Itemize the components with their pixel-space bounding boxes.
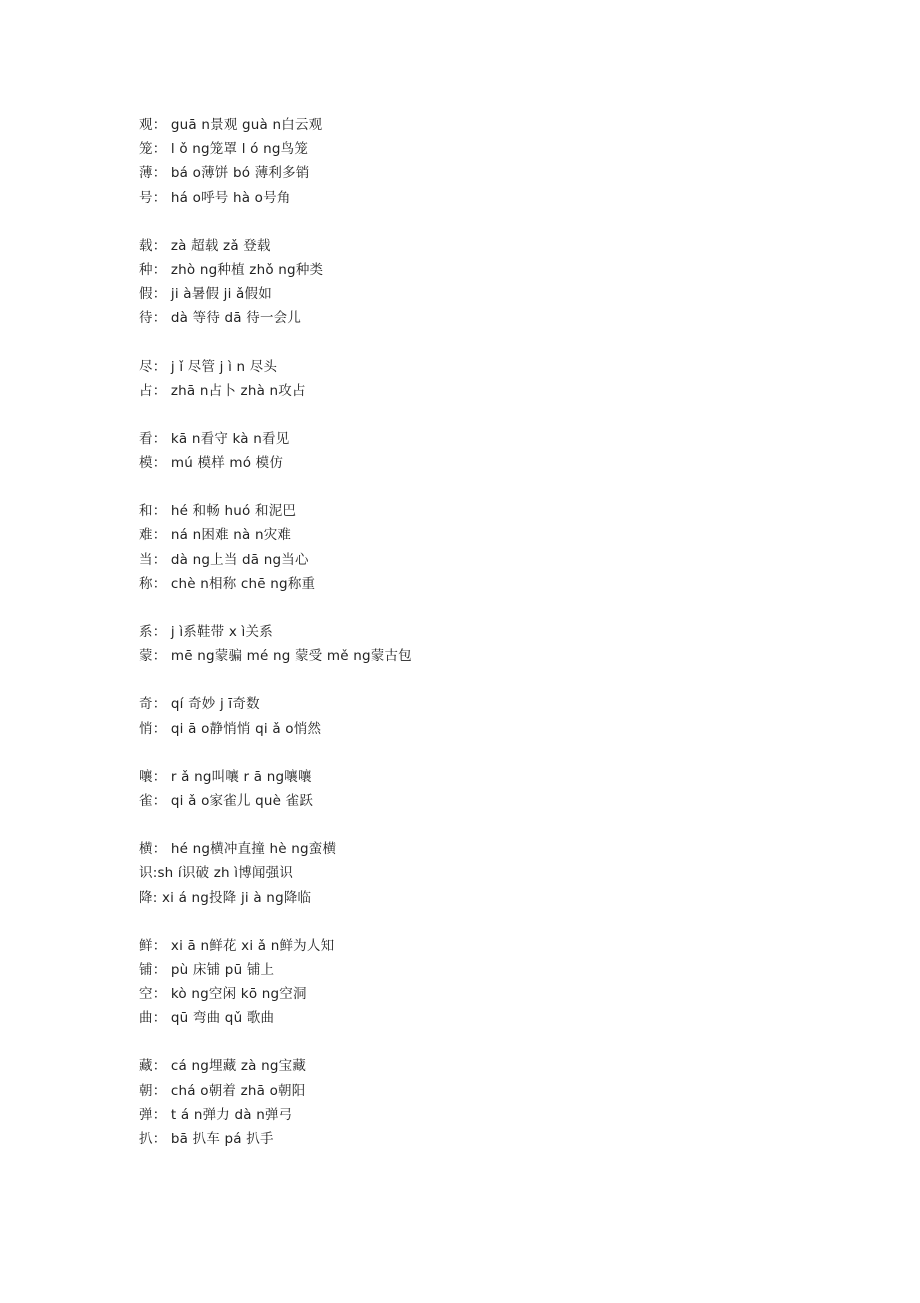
pinyin-entry-line: 难： ná n困难 nà n灾难 bbox=[139, 527, 292, 544]
pinyin-entry-line: 藏： cá ng埋藏 zà ng宝藏 bbox=[139, 1058, 307, 1075]
pinyin-entry-line: 弹： t á n弹力 dà n弹弓 bbox=[139, 1106, 293, 1123]
pinyin-entry-line: 载： zà 超载 zǎ 登载 bbox=[139, 237, 271, 254]
pinyin-entry-line: 当： dà ng上当 dā ng当心 bbox=[139, 551, 309, 568]
pinyin-entry-line: 尽： j ǐ 尽管 j ì n 尽头 bbox=[139, 358, 278, 375]
pinyin-entry-line: 雀： qi ǎ o家雀儿 què 雀跃 bbox=[139, 792, 314, 809]
pinyin-entry-line: 笼： l ǒ ng笼罩 l ó ng鸟笼 bbox=[139, 141, 309, 158]
pinyin-entry-line: 朝： chá o朝着 zhā o朝阳 bbox=[139, 1082, 306, 1099]
entry-group bbox=[139, 620, 839, 668]
entry-group bbox=[139, 692, 839, 740]
pinyin-entry-line: 扒： bā 扒车 pá 扒手 bbox=[139, 1131, 274, 1147]
entry-group bbox=[139, 234, 839, 331]
pinyin-entry-line: 识:sh í识破 zh ì博闻强识 bbox=[139, 865, 294, 882]
pinyin-entry-line: 鲜： xi ā n鲜花 xi ǎ n鲜为人知 bbox=[139, 937, 335, 954]
pinyin-entry-line: 模： mú 模样 mó 模仿 bbox=[139, 455, 284, 472]
pinyin-entry-line: 铺： pù 床铺 pū 铺上 bbox=[139, 961, 275, 978]
entry-group bbox=[139, 934, 839, 1031]
pinyin-entry-line: 薄： bá o薄饼 bó 薄利多销 bbox=[139, 165, 310, 182]
pinyin-entry-line: 降: xi á ng投降 ji à ng降临 bbox=[139, 889, 312, 906]
pinyin-entry-line: 种： zhò ng种植 zhǒ ng种类 bbox=[139, 261, 324, 278]
pinyin-entry-line: 悄： qi ā o静悄悄 qi ǎ o悄然 bbox=[139, 720, 322, 737]
pinyin-entry-line: 蒙： mē ng蒙骗 mé ng 蒙受 mě ng蒙古包 bbox=[139, 648, 412, 665]
entry-group bbox=[139, 355, 839, 403]
pinyin-entry-line: 空： kò ng空闲 kō ng空洞 bbox=[139, 986, 307, 1003]
entry-group bbox=[139, 113, 839, 210]
pinyin-entry-line: 观： guā n景观 guà n白云观 bbox=[139, 117, 323, 133]
pinyin-entry-line: 奇： qí 奇妙 j ī奇数 bbox=[139, 696, 260, 713]
entry-group bbox=[139, 1054, 839, 1151]
document-body bbox=[139, 113, 839, 1175]
pinyin-entry-line: 嚷： r ǎ ng叫嚷 r ā ng嚷嚷 bbox=[139, 768, 312, 785]
entry-group bbox=[139, 427, 839, 475]
entry-group bbox=[139, 837, 839, 910]
pinyin-entry-line: 和： hé 和畅 huó 和泥巴 bbox=[139, 503, 297, 520]
pinyin-entry-line: 看： kā n看守 kà n看见 bbox=[139, 430, 290, 447]
pinyin-entry-line: 称： chè n相称 chē ng称重 bbox=[139, 575, 316, 592]
pinyin-entry-line: 号： há o呼号 hà o号角 bbox=[139, 189, 291, 206]
pinyin-entry-line: 横： hé ng横冲直撞 hè ng蛮横 bbox=[139, 841, 337, 858]
entry-group bbox=[139, 765, 839, 813]
pinyin-entry-line: 占： zhā n占卜 zhà n攻占 bbox=[139, 382, 306, 399]
pinyin-entry-line: 假： ji à暑假 ji ǎ假如 bbox=[139, 286, 272, 303]
pinyin-entry-line: 待： dà 等待 dā 待一会儿 bbox=[139, 310, 302, 327]
entry-group bbox=[139, 499, 839, 596]
pinyin-entry-line: 曲： qū 弯曲 qǔ 歌曲 bbox=[139, 1010, 275, 1027]
pinyin-entry-line: 系： j ì系鞋带 x ì关系 bbox=[139, 624, 273, 640]
